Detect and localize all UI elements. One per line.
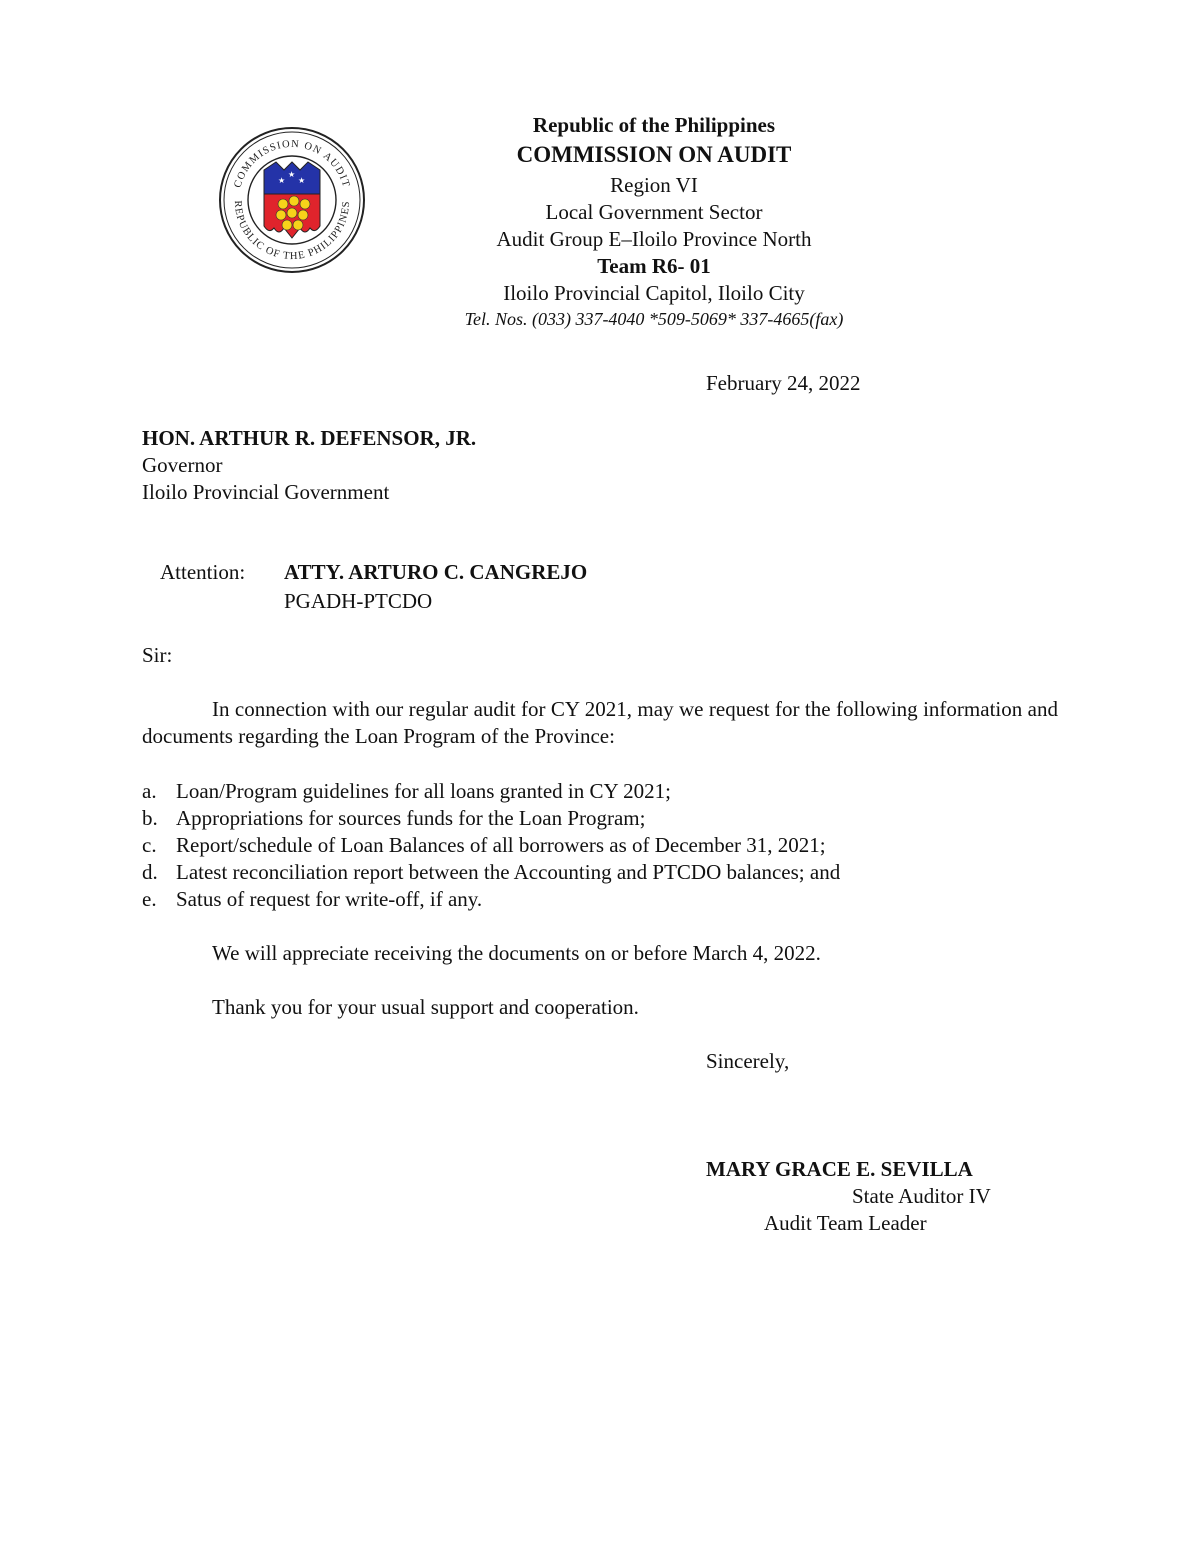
attention-name: ATTY. ARTURO C. CANGREJO — [284, 560, 588, 584]
list-item-marker: e. — [142, 887, 157, 911]
list-item-marker: d. — [142, 860, 158, 884]
list-item-text: Satus of request for write-off, if any. — [176, 887, 483, 911]
addressee-office: Iloilo Provincial Government — [142, 480, 390, 504]
addressee-name: HON. ARTHUR R. DEFENSOR, JR. — [142, 426, 477, 450]
header-address: Iloilo Provincial Capitol, Iloilo City — [503, 281, 805, 305]
salutation: Sir: — [142, 643, 173, 667]
commission-on-audit-seal — [218, 126, 366, 274]
letter-date: February 24, 2022 — [706, 371, 861, 395]
header-region: Region VI — [610, 173, 698, 197]
header-republic: Republic of the Philippines — [532, 113, 776, 137]
list-item-marker: a. — [142, 779, 157, 803]
svg-text:REPUBLIC OF THE PHILIPPINES: REPUBLIC OF THE PHILIPPINES — [231, 200, 353, 263]
header-agency: COMMISSION ON AUDIT — [516, 142, 792, 167]
header-sector: Local Government Sector — [545, 200, 763, 224]
intro-paragraph: In connection with our regular audit for CY 2021, may we request for the following information and documents regarding the Loan Program of the Province: — [142, 697, 1058, 748]
svg-text:★: ★ — [288, 170, 296, 179]
deadline-paragraph: We will appreciate receiving the documents on or before March 4, 2022. — [212, 941, 821, 965]
addressee-title: Governor — [142, 453, 223, 477]
signatory-name: MARY GRACE E. SEVILLA — [706, 1157, 973, 1181]
header-team: Team R6- 01 — [597, 254, 711, 278]
list-item-marker: b. — [142, 806, 158, 830]
signatory-title: State Auditor IV — [852, 1184, 991, 1208]
list-item-marker: c. — [142, 833, 157, 857]
list-item-text: Latest reconciliation report between the Accounting and PTCDO balances; and — [176, 860, 841, 884]
svg-text:COMMISSION ON AUDIT: COMMISSION ON AUDIT — [232, 138, 352, 190]
seal-graphic — [218, 126, 366, 274]
attention-position: PGADH-PTCDO — [284, 589, 433, 613]
signatory-role: Audit Team Leader — [764, 1211, 927, 1235]
list-item-text: Appropriations for sources funds for the Loan Program; — [176, 806, 646, 830]
attention-label: Attention: — [160, 560, 246, 584]
header-audit-group: Audit Group E–Iloilo Province North — [496, 227, 812, 251]
svg-text:★: ★ — [278, 176, 286, 185]
list-item-text: Loan/Program guidelines for all loans granted in CY 2021; — [176, 779, 671, 803]
svg-text:★: ★ — [298, 176, 306, 185]
header-phone: Tel. Nos. (033) 337-4040 *509-5069* 337-4665(fax) — [464, 309, 844, 329]
list-item-text: Report/schedule of Loan Balances of all borrowers as of December 31, 2021; — [176, 833, 826, 857]
closing: Sincerely, — [706, 1049, 790, 1073]
thanks-paragraph: Thank you for your usual support and cooperation. — [212, 995, 639, 1019]
